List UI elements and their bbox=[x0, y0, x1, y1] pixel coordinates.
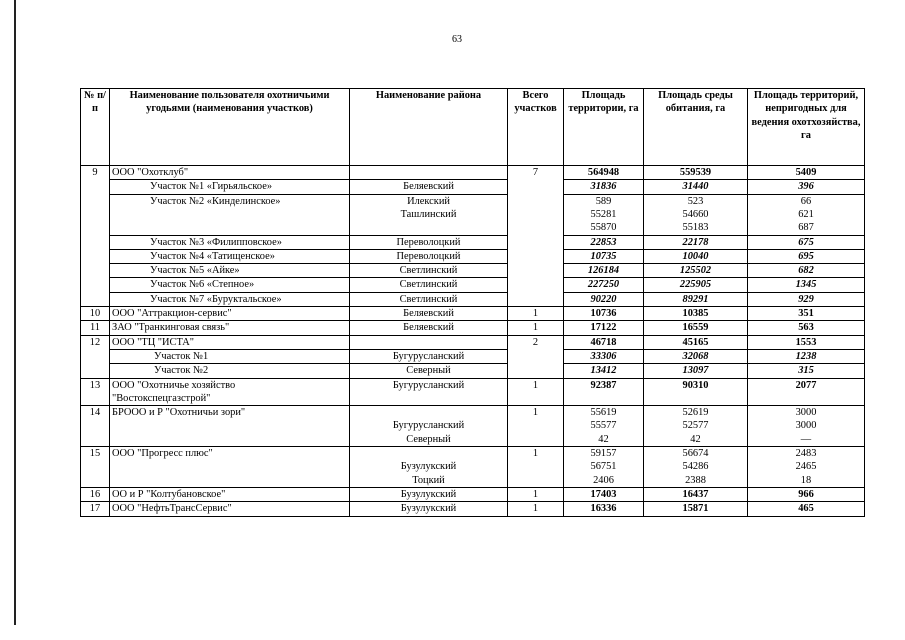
row-unsuitable: 1553 bbox=[748, 335, 865, 349]
habitat-line: 54286 bbox=[682, 461, 709, 473]
row-area: 564948 bbox=[564, 166, 644, 180]
unsuitable-line: 18 bbox=[800, 474, 812, 486]
table-row bbox=[81, 180, 865, 194]
row-name: ООО "НефтьТрансСервис" bbox=[110, 502, 350, 516]
row-unsuitable bbox=[748, 406, 865, 447]
area-total: 55619 bbox=[590, 407, 617, 419]
district-line: Ташлинский bbox=[400, 208, 457, 220]
district-line: Илекский bbox=[407, 195, 450, 207]
row-habitat: 13097 bbox=[644, 364, 748, 378]
row-plots: 1 bbox=[508, 447, 564, 488]
row-name: Участок №6 «Степное» bbox=[110, 278, 350, 292]
row-unsuitable: 2077 bbox=[748, 378, 865, 406]
row-area: 33306 bbox=[564, 349, 644, 363]
row-name bbox=[110, 378, 350, 406]
row-district: Светлинский bbox=[350, 292, 508, 306]
row-habitat: 125502 bbox=[644, 264, 748, 278]
area-line: 55281 bbox=[590, 208, 617, 220]
row-plots: 7 bbox=[508, 166, 564, 307]
row-area: 16336 bbox=[564, 502, 644, 516]
unsuitable-line: — bbox=[800, 433, 812, 445]
row-unsuitable bbox=[748, 194, 865, 235]
row-unsuitable: 563 bbox=[748, 321, 865, 335]
row-district: Светлинский bbox=[350, 264, 508, 278]
row-habitat: 22178 bbox=[644, 235, 748, 249]
row-num: 15 bbox=[81, 447, 110, 488]
district-line: Тоцкий bbox=[412, 474, 445, 486]
row-district: Светлинский bbox=[350, 278, 508, 292]
habitat-total: 56674 bbox=[682, 448, 709, 460]
row-area: 17122 bbox=[564, 321, 644, 335]
habitat-total: 55183 bbox=[682, 222, 709, 234]
unsuitable-total: 687 bbox=[798, 222, 814, 234]
row-district: Бузулукский bbox=[350, 502, 508, 516]
habitat-total: 52619 bbox=[682, 407, 709, 419]
row-area: 46718 bbox=[564, 335, 644, 349]
row-unsuitable: 465 bbox=[748, 502, 865, 516]
row-name: ООО "ТЦ "ИСТА" bbox=[110, 335, 350, 349]
row-name: Участок №7 «Буруктальское» bbox=[110, 292, 350, 306]
header-district: Наименование района bbox=[350, 89, 508, 166]
table-row bbox=[81, 502, 865, 516]
habitat-line: 523 bbox=[687, 195, 704, 207]
habitat-line: 54660 bbox=[682, 208, 709, 220]
row-name: Участок №2 bbox=[110, 364, 350, 378]
row-plots: 1 bbox=[508, 378, 564, 406]
row-num: 16 bbox=[81, 488, 110, 502]
row-habitat bbox=[644, 447, 748, 488]
row-habitat: 32068 bbox=[644, 349, 748, 363]
row-unsuitable: 682 bbox=[748, 264, 865, 278]
area-line: 42 bbox=[598, 433, 609, 445]
table-row bbox=[81, 447, 865, 488]
row-area: 227250 bbox=[564, 278, 644, 292]
row-unsuitable: 929 bbox=[748, 292, 865, 306]
row-name: Участок №4 «Татищенское» bbox=[110, 249, 350, 263]
row-district bbox=[350, 406, 508, 447]
row-area bbox=[564, 447, 644, 488]
table-row bbox=[81, 194, 865, 235]
row-unsuitable: 695 bbox=[748, 249, 865, 263]
row-name: Участок №1 bbox=[110, 349, 350, 363]
table-row bbox=[81, 378, 865, 406]
scan-edge-line bbox=[14, 0, 16, 625]
row-habitat: 15871 bbox=[644, 502, 748, 516]
row-area: 31836 bbox=[564, 180, 644, 194]
row-unsuitable: 675 bbox=[748, 235, 865, 249]
row-name: ОО и Р "Колтубановское" bbox=[110, 488, 350, 502]
row-unsuitable bbox=[748, 447, 865, 488]
area-total: 55870 bbox=[590, 222, 617, 234]
header-num: № п/п bbox=[81, 89, 110, 166]
row-name: ЗАО "Транкинговая связь" bbox=[110, 321, 350, 335]
row-area: 22853 bbox=[564, 235, 644, 249]
area-line: 2406 bbox=[593, 474, 614, 486]
row-area bbox=[564, 194, 644, 235]
row-area: 13412 bbox=[564, 364, 644, 378]
row-num: 13 bbox=[81, 378, 110, 406]
row-name: БРООО и Р "Охотничьи зори" bbox=[110, 406, 350, 447]
row-district: Бугурусланский bbox=[350, 378, 508, 406]
row-plots: 1 bbox=[508, 502, 564, 516]
row-district: Беляевский bbox=[350, 307, 508, 321]
unsuitable-total: 2483 bbox=[795, 448, 817, 460]
row-name: ООО "Прогресс плюс" bbox=[110, 447, 350, 488]
unsuitable-line: 621 bbox=[798, 208, 814, 220]
row-habitat: 16437 bbox=[644, 488, 748, 502]
unsuitable-total: 3000 bbox=[795, 407, 817, 419]
row-plots: 1 bbox=[508, 406, 564, 447]
table-row bbox=[81, 349, 865, 363]
table-row bbox=[81, 488, 865, 502]
table-row bbox=[81, 264, 865, 278]
row-district bbox=[350, 166, 508, 180]
area-line: 589 bbox=[595, 195, 612, 207]
row-district: Переволоцкий bbox=[350, 235, 508, 249]
row-num: 9 bbox=[81, 166, 110, 307]
district-line: Бузулукский bbox=[400, 461, 457, 473]
table-row bbox=[81, 406, 865, 447]
unsuitable-line: 3000 bbox=[795, 420, 817, 432]
row-name: ООО "Аттракцион-сервис" bbox=[110, 307, 350, 321]
row-district bbox=[350, 447, 508, 488]
habitat-line: 42 bbox=[690, 433, 701, 445]
table-row bbox=[81, 235, 865, 249]
row-unsuitable: 315 bbox=[748, 364, 865, 378]
row-district bbox=[350, 194, 508, 235]
habitat-line: 52577 bbox=[682, 420, 709, 432]
row-area: 90220 bbox=[564, 292, 644, 306]
row-name: ООО "Охотклуб" bbox=[110, 166, 350, 180]
row-district: Бугурусланский bbox=[350, 349, 508, 363]
row-district: Переволоцкий bbox=[350, 249, 508, 263]
row-num: 10 bbox=[81, 307, 110, 321]
row-plots: 1 bbox=[508, 307, 564, 321]
unsuitable-line: 2465 bbox=[795, 461, 817, 473]
table-row bbox=[81, 321, 865, 335]
row-area bbox=[564, 406, 644, 447]
table-row bbox=[81, 292, 865, 306]
header-habitat: Площадь среды обитания, га bbox=[644, 89, 748, 166]
table-row bbox=[81, 166, 865, 180]
row-district bbox=[350, 335, 508, 349]
row-habitat: 10385 bbox=[644, 307, 748, 321]
row-district: Бузулукский bbox=[350, 488, 508, 502]
unsuitable-line: 66 bbox=[800, 195, 812, 207]
row-habitat: 31440 bbox=[644, 180, 748, 194]
area-line: 56751 bbox=[590, 461, 617, 473]
row-name: Участок №3 «Филипповское» bbox=[110, 235, 350, 249]
row-area: 126184 bbox=[564, 264, 644, 278]
habitat-line: 2388 bbox=[685, 474, 706, 486]
row-district: Северный bbox=[350, 364, 508, 378]
row-num: 11 bbox=[81, 321, 110, 335]
header-plots: Всего участков bbox=[508, 89, 564, 166]
row-name: Участок №1 «Гирьяльское» bbox=[110, 180, 350, 194]
area-line: 55577 bbox=[590, 420, 617, 432]
row-name: Участок №5 «Айке» bbox=[110, 264, 350, 278]
row-habitat: 559539 bbox=[644, 166, 748, 180]
hunting-grounds-table bbox=[80, 88, 865, 517]
row-habitat: 89291 bbox=[644, 292, 748, 306]
row-name: Участок №2 «Кинделинское» bbox=[110, 194, 350, 235]
row-num: 14 bbox=[81, 406, 110, 447]
row-habitat bbox=[644, 406, 748, 447]
row-num: 17 bbox=[81, 502, 110, 516]
row-unsuitable: 1345 bbox=[748, 278, 865, 292]
page-number: 63 bbox=[452, 34, 462, 45]
name-line: "Востокспецгазстрой" bbox=[112, 392, 211, 404]
row-unsuitable: 396 bbox=[748, 180, 865, 194]
table-row bbox=[81, 364, 865, 378]
area-total: 59157 bbox=[590, 448, 617, 460]
header-unsuitable: Площадь территорий, непригодных для ведения охотхозяйства, га bbox=[748, 89, 865, 166]
district-line: Бугурусланский bbox=[392, 420, 465, 432]
row-district: Беляевский bbox=[350, 180, 508, 194]
table-row bbox=[81, 335, 865, 349]
row-district: Беляевский bbox=[350, 321, 508, 335]
table-row bbox=[81, 307, 865, 321]
row-area: 10735 bbox=[564, 249, 644, 263]
row-unsuitable: 966 bbox=[748, 488, 865, 502]
row-area: 92387 bbox=[564, 378, 644, 406]
row-plots: 1 bbox=[508, 321, 564, 335]
row-plots: 1 bbox=[508, 488, 564, 502]
table-row bbox=[81, 278, 865, 292]
row-habitat: 90310 bbox=[644, 378, 748, 406]
district-line: Северный bbox=[406, 433, 451, 445]
row-unsuitable: 1238 bbox=[748, 349, 865, 363]
table-header-row bbox=[81, 89, 865, 166]
row-habitat: 16559 bbox=[644, 321, 748, 335]
row-habitat: 225905 bbox=[644, 278, 748, 292]
row-habitat bbox=[644, 194, 748, 235]
row-unsuitable: 351 bbox=[748, 307, 865, 321]
row-habitat: 10040 bbox=[644, 249, 748, 263]
row-area: 17403 bbox=[564, 488, 644, 502]
row-unsuitable: 5409 bbox=[748, 166, 865, 180]
row-num: 12 bbox=[81, 335, 110, 378]
table-row bbox=[81, 249, 865, 263]
row-area: 10736 bbox=[564, 307, 644, 321]
row-habitat: 45165 bbox=[644, 335, 748, 349]
header-user: Наименование пользователя охотничьими угодьями (наименования участков) bbox=[110, 89, 350, 166]
header-area: Площадь территории, га bbox=[564, 89, 644, 166]
row-plots: 2 bbox=[508, 335, 564, 378]
name-line: ООО "Охотничье хозяйство bbox=[112, 379, 236, 391]
